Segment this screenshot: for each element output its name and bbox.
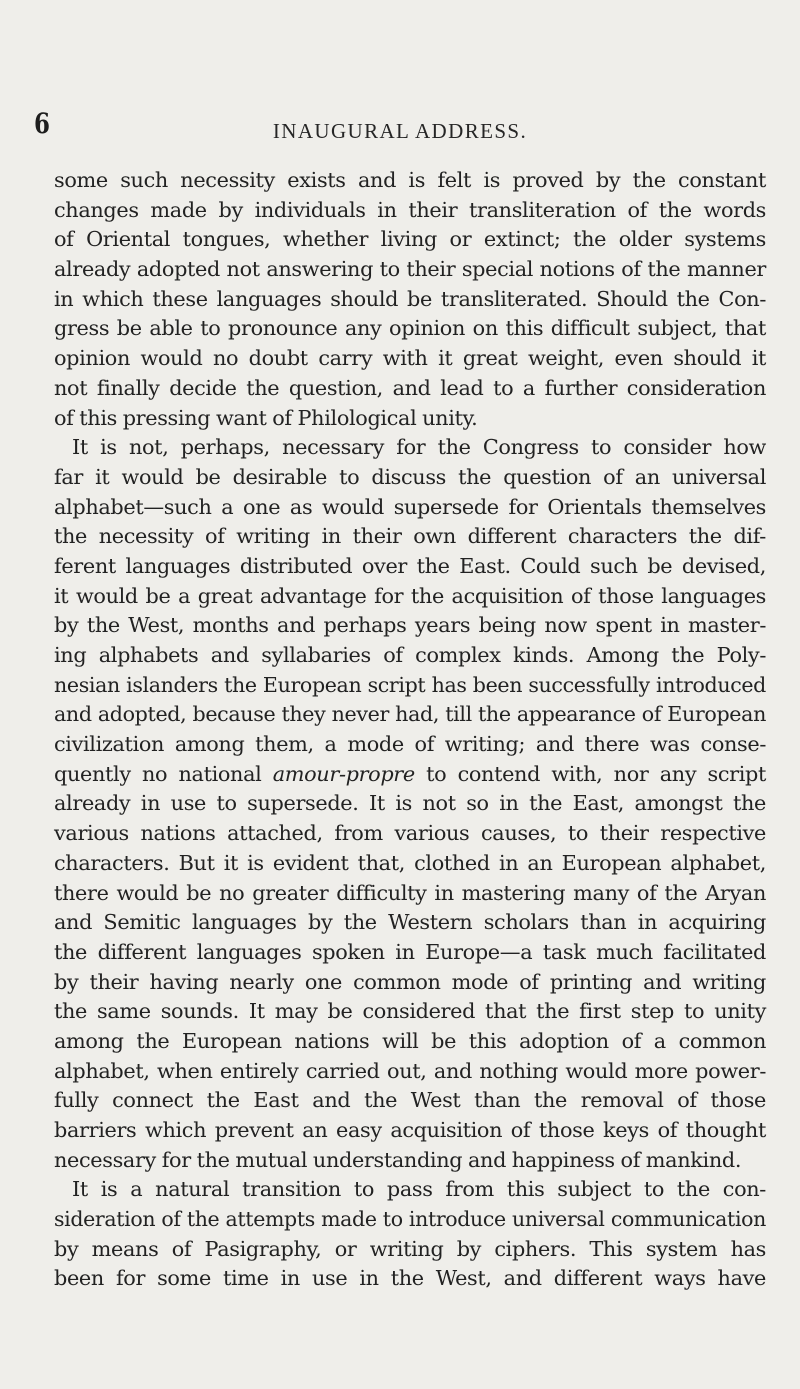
text-line: far it would be desirable to discuss the question of an universal: [54, 464, 766, 489]
body-text: [54, 166, 766, 1294]
text-segment: quently no national: [54, 761, 273, 786]
text-line: sideration of the attempts made to introduce universal communication: [54, 1207, 766, 1232]
text-line: necessary for the mutual understanding and happiness of mankind.: [54, 1147, 742, 1172]
text-line: the necessity of writing in their own different characters the dif-: [54, 524, 766, 549]
text-line: the different languages spoken in Europe—a task much facilitated: [54, 939, 766, 964]
text-line: fully connect the East and the West than the removal of those: [54, 1088, 766, 1113]
running-head: INAUGURAL ADDRESS.: [272, 119, 528, 143]
text-line: among the European nations will be this adoption of a common: [54, 1028, 766, 1053]
text-line: been for some time in use in the West, and different ways have: [54, 1266, 766, 1291]
text-line: there would be no greater difficulty in mastering many of the Aryan: [54, 880, 766, 905]
text-line: nesian islanders the European script has been successfully introduced: [54, 672, 766, 697]
italic-phrase: amour-propre: [272, 761, 415, 786]
text-line: alphabet, when entirely carried out, and nothing would more power-: [54, 1058, 766, 1083]
text-line: by their having nearly one common mode of printing and writing: [54, 969, 766, 994]
text-line: of Oriental tongues, whether living or extinct; the older systems: [54, 227, 766, 252]
text-line: alphabet—such a one as would supersede for Orientals themselves: [54, 494, 766, 519]
text-line: changes made by individuals in their transliteration of the words: [54, 197, 766, 222]
text-line: ing alphabets and syllabaries of complex kinds. Among the Poly-: [54, 643, 766, 667]
text-line: it would be a great advantage for the acquisition of those languages: [54, 583, 766, 608]
text-line: the same sounds. It may be considered that the first step to unity: [54, 999, 766, 1024]
text-line: already in use to supersede. It is not so in the East, amongst the: [54, 791, 766, 816]
text-line: in which these languages should be transliterated. Should the Con-: [54, 286, 766, 311]
text-line: and Semitic languages by the Western scholars than in acquiring: [54, 910, 766, 935]
text-segment: to contend with, nor any script: [414, 761, 766, 786]
text-line: gress be able to pronounce any opinion on this difficult subject, that: [54, 316, 766, 341]
text-line: of this pressing want of Philological unity.: [54, 405, 478, 430]
text-line: by the West, months and perhaps years being now spent in master-: [54, 613, 766, 638]
text-line: some such necessity exists and is felt is proved by the constant: [54, 168, 766, 192]
text-line: not finally decide the question, and lead to a further consideration: [54, 375, 766, 400]
text-line: It is not, perhaps, necessary for the Congress to consider how: [72, 435, 766, 460]
text-line: opinion would no doubt carry with it great weight, even should it: [54, 346, 766, 371]
text-line: and adopted, because they never had, till the appearance of European: [54, 702, 766, 727]
text-line: ferent languages distributed over the East. Could such be devised,: [54, 553, 766, 578]
text-line: already adopted not answering to their special notions of the manner: [54, 257, 766, 282]
text-line: various nations attached, from various causes, to their respective: [54, 821, 766, 846]
text-line: [54, 760, 766, 790]
page-number: 6: [34, 107, 50, 140]
text-line: It is a natural transition to pass from this subject to the con-: [72, 1177, 766, 1202]
text-line: civilization among them, a mode of writing; and there was conse-: [54, 732, 766, 757]
text-line: barriers which prevent an easy acquisition of those keys of thought: [54, 1118, 766, 1142]
text-line: characters. But it is evident that, clothed in an European alphabet,: [54, 850, 766, 875]
text-line: by means of Pasigraphy, or writing by ciphers. This system has: [54, 1236, 766, 1261]
